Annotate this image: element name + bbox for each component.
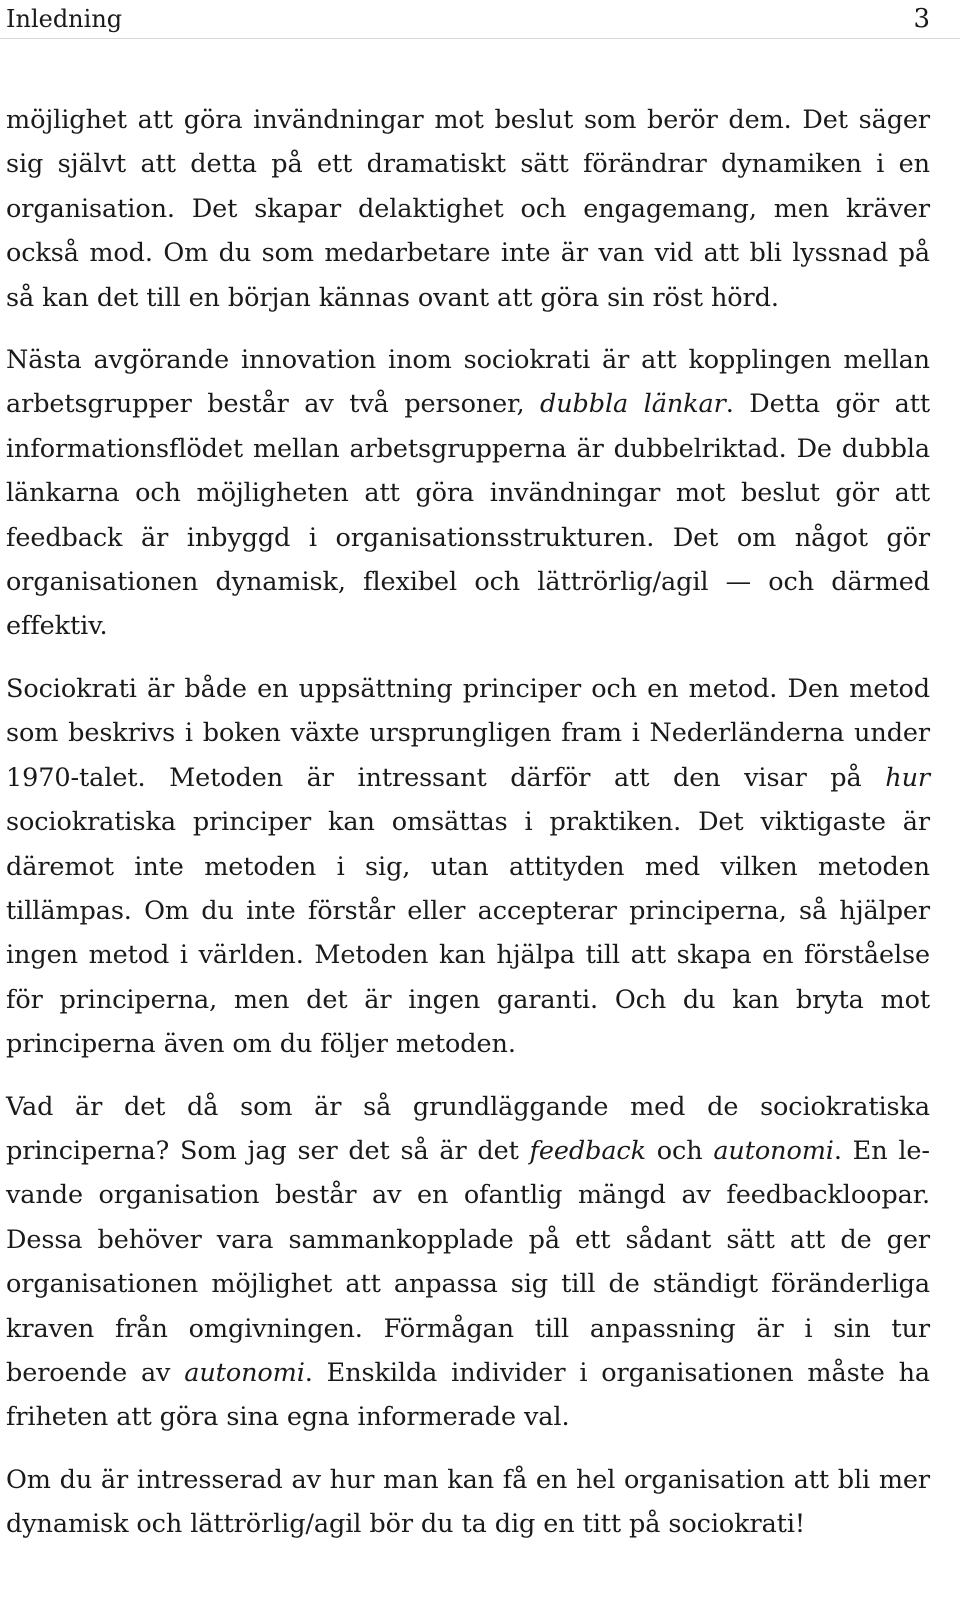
text-run: . Enskilda individer i organisationen måste ha friheten att göra sina egna informerade val. [6,1357,930,1433]
text-run: . Detta gör att informationsflödet mellan arbetsgrupperna är dubbelriktad. De dubbla länkarna och möjligheten att göra invändningar mot beslut gör att feedback är inbyggd i organisationsstrukturen. Det om något gör organisationen dynamisk, flexibel och lättrörlig/agil — och därmed effektiv. [6,389,931,642]
page-number: 3 [913,4,930,34]
paragraph [6,667,930,1067]
emphasis-text: dubbla länkar [540,389,726,420]
emphasis-text: autonomi [713,1135,834,1166]
text-run: Sociokrati är både en uppsättning principer och en metod. Den metod som beskrivs i boken växte ursprungligen fram i Nederländerna under 1970-talet. Metoden är intressant därför att den visar på [6,673,930,793]
text-run: möjlighet att göra invändningar mot beslut som berör dem. Det säger sig självt att detta på ett dramatiskt sätt förändrar dynamiken i en organisation. Det skapar delaktighet och engagemang, men kräver också mod. Om du som medarbetare inte är van vid att bli lyssnad på så kan det till en början kännas ovant att göra sin röst hörd. [6,105,930,313]
text-run: Vad är det då som är så grundläggande med de sociokratiska principerna? Som jag ser det så är det [6,1091,930,1166]
chapter-title: Inledning [6,5,123,33]
emphasis-text: autonomi [184,1357,305,1388]
header-divider [0,38,960,39]
body-text [6,98,930,1547]
emphasis-text: hur [885,762,930,793]
paragraph [6,338,930,649]
text-run: sociokratiska principer kan omsättas i praktiken. Det viktigaste är däremot inte metoden i sig, utan attityden med vilken metoden tillämpas. Om du inte förstår eller accepterar principerna, så hjälper ingen metod i världen. Metoden kan hjälpa till att skapa en förståelse för principerna, men det är ingen garanti. Och du kan bryta mot principerna även om du följer metoden. [6,807,930,1060]
text-run: . En levande organisation består av en ofantlig mängd av feedbackloopar. Dessa behöver vara sammankopplade på ett sådant sätt att de ger organisationen möjlighet att anpassa sig till de ständigt föränderliga kraven från omgivningen. Förmågan till anpassning är i sin tur beroende av [6,1135,930,1388]
paragraph [6,98,930,320]
text-run: Om du är intresserad av hur man kan få en hel organisation att bli mer dynamisk och lättrörlig/agil bör du ta dig en titt på sociokrati! [6,1464,930,1540]
emphasis-text: feedback [529,1135,646,1166]
paragraph [6,1458,930,1547]
text-run: och [645,1135,714,1166]
text-run: Nästa avgörande innovation inom sociokrati är att kopplingen mellan arbetsgrupper består av två personer, [6,345,930,420]
paragraph [6,1085,930,1440]
running-header [0,0,960,40]
